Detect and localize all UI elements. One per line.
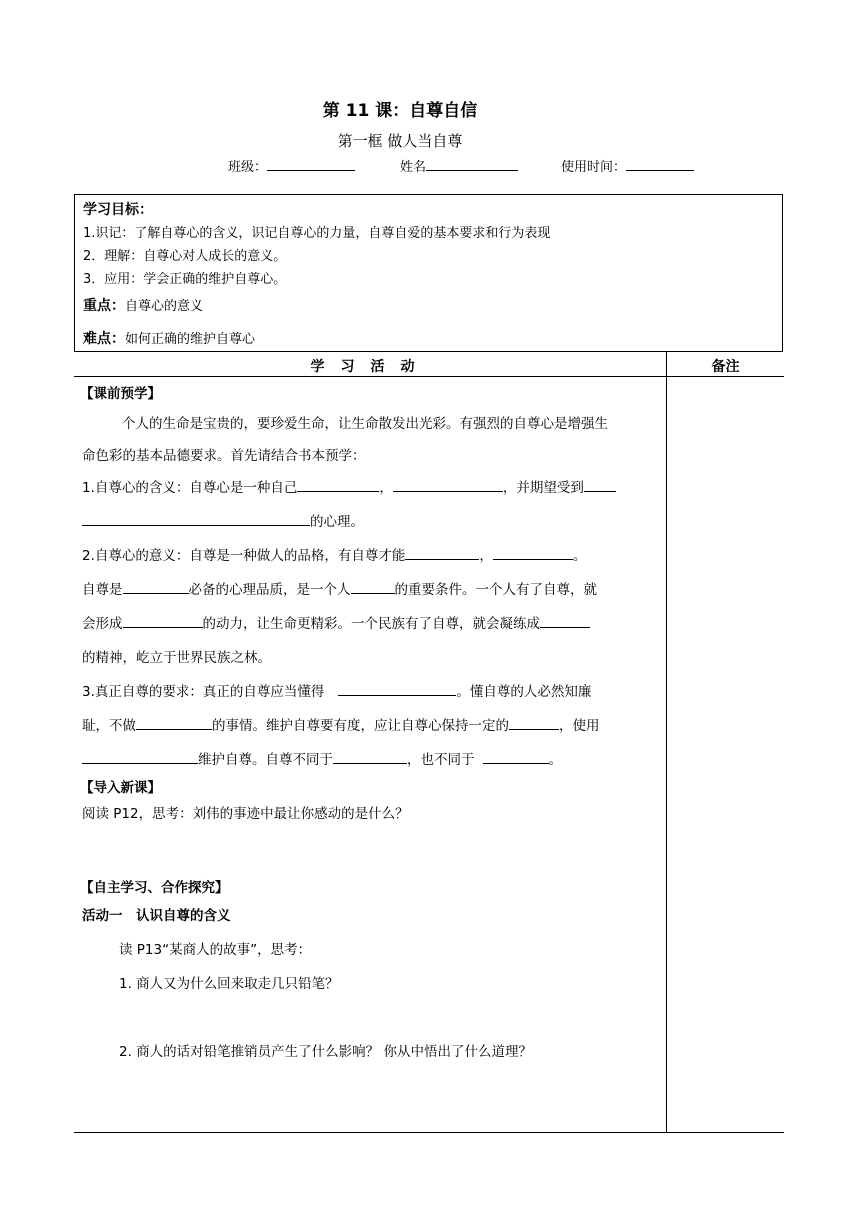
fill-blank[interactable] [123, 579, 189, 594]
explore-heading: 【自主学习、合作探究】 [80, 880, 229, 896]
name-field [400, 156, 518, 175]
intro-text: 阅读 P12，思考：刘伟的事迹中最让你感动的是什么？ [82, 806, 409, 822]
class-field [228, 156, 355, 175]
fill-blank[interactable] [509, 715, 559, 730]
fill-blank[interactable] [297, 477, 379, 492]
table-bottom-line [74, 1132, 784, 1133]
question-3-line-2: 耻，不做 的事情。维护自尊要有度，应让自尊心保持一定的 ，使用 [82, 714, 600, 734]
activity-column-header: 学习活动 [310, 359, 431, 375]
objective-item: 3．应用：学会正确的维护自尊心。 [83, 272, 287, 287]
table-column-divider [666, 352, 667, 1133]
explore-question: 2. 商人的话对铅笔推销员产生了什么影响？ 你从中悟出了什么道理？ [119, 1044, 532, 1060]
time-field [561, 156, 694, 175]
preview-intro-line: 命色彩的基本品德要求。首先请结合书本预学： [82, 448, 366, 464]
lesson-title: 第 11 课：自尊自信 [322, 101, 478, 121]
difficult-point [83, 328, 255, 348]
difficult-label: 难点： [83, 331, 125, 347]
fill-blank[interactable] [82, 511, 310, 526]
fill-blank[interactable] [123, 613, 203, 628]
question-2-line-4: 的精神，屹立于世界民族之林。 [82, 650, 271, 666]
table-header-divider [74, 376, 784, 377]
key-text: 自尊心的意义 [125, 299, 204, 314]
fill-blank[interactable] [405, 545, 479, 560]
activity-one-title: 活动一 认识自尊的含义 [82, 908, 231, 924]
question-1-line-1: 1.自尊心的含义：自尊心是一种自己 ， ，并期望受到 [82, 476, 616, 496]
question-2-line-1: 2.自尊心的意义：自尊是一种做人的品格，有自尊才能 ， 。 [82, 544, 586, 564]
objective-item: 2．理解：自尊心对人成长的意义。 [83, 249, 287, 264]
fill-blank[interactable] [136, 715, 212, 730]
objectives-box [74, 194, 783, 352]
fill-blank[interactable] [393, 477, 503, 492]
fill-blank[interactable] [82, 749, 198, 764]
name-blank[interactable] [426, 156, 518, 171]
key-label: 重点： [83, 298, 125, 314]
fill-blank[interactable] [333, 749, 407, 764]
question-3-line-1: 3.真正自尊的要求：真正的自尊应当懂得 。懂自尊的人必然知廉 [82, 680, 591, 700]
difficult-text: 如何正确的维护自尊心 [125, 332, 256, 347]
time-blank[interactable] [626, 156, 694, 171]
fill-blank[interactable] [540, 613, 590, 628]
question-3-line-3: 维护自尊。自尊不同于 ，也不同于 。 [82, 748, 562, 768]
key-point [83, 295, 203, 315]
explore-question: 1. 商人又为什么回来取走几只铅笔？ [119, 976, 339, 992]
objective-item: 1.识记：了解自尊心的含义，识记自尊心的力量，自尊自爱的基本要求和行为表现 [83, 226, 551, 241]
class-label: 班级： [228, 160, 268, 175]
objectives-heading: 学习目标： [83, 202, 153, 218]
lesson-subtitle: 第一框 做人当自尊 [337, 132, 463, 150]
question-2-line-3: 会形成 的动力，让生命更精彩。一个民族有了自尊，就会凝练成 [82, 612, 590, 632]
fill-blank[interactable] [483, 749, 549, 764]
class-blank[interactable] [267, 156, 355, 171]
preview-heading: 【课前预学】 [80, 386, 161, 402]
question-1-line-2: 的心理。 [82, 510, 364, 530]
notes-column-header: 备注 [711, 359, 740, 375]
name-label: 姓名 [400, 160, 427, 175]
question-2-line-2: 自尊是 必备的心理品质，是一个人 的重要条件。一个人有了自尊，就 [82, 578, 597, 598]
fill-blank[interactable] [351, 579, 395, 594]
fill-blank[interactable] [493, 545, 573, 560]
time-label: 使用时间： [561, 160, 627, 175]
reading-prompt: 读 P13“某商人的故事”，思考： [119, 942, 312, 958]
fill-blank[interactable] [338, 681, 456, 696]
preview-intro-line: 个人的生命是宝贵的，要珍爱生命，让生命散发出光彩。有强烈的自尊心是增强生 [122, 416, 608, 432]
fill-blank[interactable] [584, 477, 616, 492]
intro-heading: 【导入新课】 [80, 780, 161, 796]
